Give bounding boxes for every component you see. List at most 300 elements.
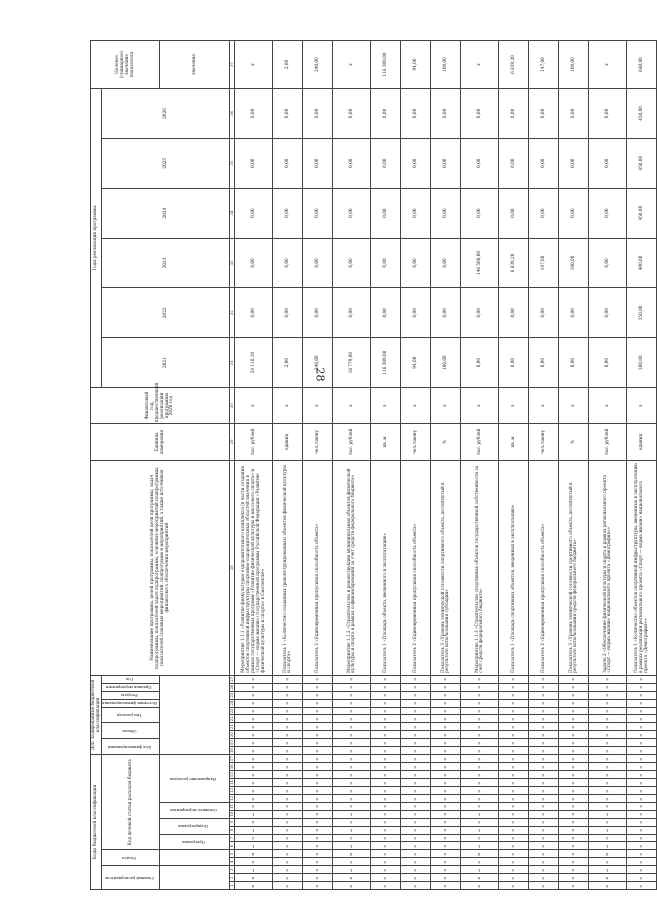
code-cell: 0 — [588, 675, 626, 683]
row-plan-value: 0,00 — [430, 188, 460, 238]
row-name: Показатель 3 «Уровень технической готовности спортивного объекта, достигнутый в результате использования субсидии» — [430, 460, 460, 675]
code-cell: 0 — [370, 715, 400, 723]
code-cell: 0 — [272, 699, 302, 707]
code-cell: 0 — [558, 779, 588, 787]
code-cell: 0 — [498, 858, 528, 866]
code-cell: 0 — [460, 715, 498, 723]
code-cell: 0 — [498, 747, 528, 755]
code-cell: 0 — [370, 675, 400, 683]
column-number: 11 — [228, 803, 234, 809]
row-final: 6 839,20 — [498, 41, 528, 89]
code-cell: 0 — [460, 707, 498, 715]
column-number: 9 — [229, 818, 234, 826]
code-cell: 0 — [626, 755, 656, 763]
row-final: х — [588, 41, 626, 89]
row-unit: % — [558, 424, 588, 460]
code-cell: 0 — [302, 699, 332, 707]
code-cell: 0 — [460, 723, 498, 731]
code-cell: 0 — [370, 779, 400, 787]
column-number: 4 — [229, 858, 234, 866]
code-cell: 0 — [588, 747, 626, 755]
code-cell: 0 — [370, 771, 400, 779]
code-cell: 6 — [234, 874, 272, 882]
code-cell: 0 — [528, 874, 558, 882]
row-plan-value: 0,00 — [400, 288, 430, 338]
code-cell: 0 — [302, 731, 332, 739]
header-subprogram: Подпрограмма — [159, 818, 229, 834]
code-cell: 0 — [302, 858, 332, 866]
code-cell: 0 — [302, 715, 332, 723]
row-plan-value: 0,00 — [460, 338, 498, 388]
code-cell: 0 — [370, 866, 400, 874]
code-cell: 0 — [558, 882, 588, 890]
code-cell: 0 — [430, 787, 460, 795]
code-cell: 0 — [460, 771, 498, 779]
code-cell: 1 — [234, 842, 272, 850]
row-plan-value: 0,00 — [498, 188, 528, 238]
code-cell: 0 — [370, 707, 400, 715]
row-plan-value: 100,00 — [558, 238, 588, 288]
row-unit: тыс. рублей — [234, 424, 272, 460]
code-cell: 0 — [626, 707, 656, 715]
code-cell: 0 — [234, 707, 272, 715]
column-number: 8 — [229, 826, 234, 834]
code-cell: 0 — [332, 683, 370, 691]
code-cell: 1 — [234, 866, 272, 874]
header-year-1: 2021 — [101, 338, 229, 388]
row-plan-value: 0,00 — [234, 238, 272, 288]
code-cell: 0 — [370, 834, 400, 842]
row-plan-value: 0,00 — [558, 88, 588, 138]
code-cell: 0 — [498, 739, 528, 747]
code-cell: 1 — [588, 810, 626, 818]
code-cell: 0 — [558, 699, 588, 707]
row-plan-value: 0,00 — [558, 138, 588, 188]
column-number: 32 — [229, 288, 234, 338]
row-name: Показатель 1 «Площадь спортивных объектов, введенных в эксплуатацию» — [498, 460, 528, 675]
code-cell: 0 — [528, 723, 558, 731]
code-cell: 0 — [400, 882, 430, 890]
code-cell: 0 — [370, 739, 400, 747]
column-number: 13 — [228, 788, 234, 793]
code-cell: 0 — [528, 739, 558, 747]
code-cell: 0 — [302, 683, 332, 691]
row-final: 640,00 — [626, 41, 656, 89]
code-cell: 0 — [400, 779, 430, 787]
code-cell: 0 — [528, 755, 558, 763]
row-plan-value: 0,00 — [498, 288, 528, 338]
row-plan-value: 0,00 — [460, 88, 498, 138]
code-cell: 0 — [558, 739, 588, 747]
header-ministry: Главный распорядитель — [101, 866, 159, 890]
code-cell: 0 — [234, 818, 272, 826]
row-name: Показатель 3 «Уровень технической готовности спортивного объекта, достигнутый в результате использования средств федерального бюджета» — [558, 460, 588, 675]
code-cell: 0 — [332, 771, 370, 779]
column-number: 34 — [229, 188, 234, 238]
code-cell: 0 — [234, 794, 272, 802]
column-number: 29 — [229, 424, 234, 460]
code-cell: 0 — [370, 826, 400, 834]
code-cell: 0 — [302, 842, 332, 850]
row-name: Показатель 1 «Количество созданных (реконструированных) объектов физической культуры и спорта» — [272, 460, 302, 675]
code-cell: 0 — [332, 675, 370, 683]
code-cell: 0 — [302, 763, 332, 771]
column-number: 5 — [229, 850, 234, 858]
code-cell: 0 — [430, 747, 460, 755]
row-plan-value: 0,00 — [558, 188, 588, 238]
code-cell: 0 — [430, 683, 460, 691]
code-cell: 0 — [370, 810, 400, 818]
code-cell: 0 — [528, 747, 558, 755]
code-cell: 0 — [430, 779, 460, 787]
code-cell: 0 — [528, 802, 558, 810]
row-plan-value: 147,00 — [528, 238, 558, 288]
header-year: Год — [101, 675, 159, 683]
row-plan-value: 94,00 — [400, 338, 430, 388]
row-plan-value: 240,00 — [302, 338, 332, 388]
row-plan-value: 0,00 — [302, 288, 332, 338]
table-row — [528, 41, 558, 890]
code-cell: 0 — [302, 802, 332, 810]
code-cell: 0 — [430, 739, 460, 747]
column-number: 16 — [228, 764, 234, 770]
code-cell: 2 — [332, 834, 370, 842]
table-row — [302, 41, 332, 890]
code-cell: 0 — [626, 794, 656, 802]
column-number: 19 — [228, 740, 234, 746]
code-cell: 0 — [460, 699, 498, 707]
row-plan-value: 0,00 — [588, 188, 626, 238]
code-cell: 0 — [430, 874, 460, 882]
header-year-3: 2023 — [101, 238, 229, 288]
code-cell: 0 — [302, 779, 332, 787]
row-plan-value: 0,00 — [234, 288, 272, 338]
row-name: Мероприятие 1.1.3 «Строительство спортивных объектов государственной собственности за счет средств федерального бюджета» — [460, 460, 498, 675]
header-section: Раздел — [101, 850, 159, 866]
code-cell: 0 — [498, 707, 528, 715]
code-cell: 1 — [588, 866, 626, 874]
code-cell: 0 — [400, 715, 430, 723]
code-cell: 2 — [588, 834, 626, 842]
code-cell: 0 — [588, 794, 626, 802]
code-cell: 8 — [332, 882, 370, 890]
code-cell: 0 — [332, 779, 370, 787]
code-cell: 0 — [626, 723, 656, 731]
table-row — [400, 41, 430, 890]
code-cell: 0 — [370, 731, 400, 739]
code-cell: 0 — [234, 858, 272, 866]
table-row — [498, 41, 528, 890]
code-cell: 0 — [370, 763, 400, 771]
row-final: 240,00 — [302, 41, 332, 89]
code-cell: 0 — [234, 755, 272, 763]
table-row — [558, 41, 588, 890]
code-cell: 0 — [370, 755, 400, 763]
row-plan-value: 2,00 — [272, 338, 302, 388]
code-cell: 0 — [272, 882, 302, 890]
code-cell: 0 — [430, 675, 460, 683]
code-cell: 0 — [558, 747, 588, 755]
code-cell: 0 — [272, 866, 302, 874]
code-cell: 0 — [370, 787, 400, 795]
code-cell: 1 — [588, 842, 626, 850]
code-cell: 1 — [332, 826, 370, 834]
code-cell: 6 — [332, 874, 370, 882]
code-cell: 0 — [234, 802, 272, 810]
header-year-6: 2026 — [101, 88, 229, 138]
code-cell: 0 — [234, 691, 272, 699]
code-cell: 0 — [588, 691, 626, 699]
code-cell: 0 — [558, 858, 588, 866]
code-cell: 0 — [558, 826, 588, 834]
code-cell: 0 — [400, 755, 430, 763]
code-cell: 0 — [588, 755, 626, 763]
row-unit: тыс. рублей — [460, 424, 498, 460]
code-cell: 0 — [528, 858, 558, 866]
column-number: 14 — [228, 780, 234, 785]
rotated-table-container — [90, 40, 648, 890]
code-cell: 0 — [400, 731, 430, 739]
code-cell: 0 — [528, 731, 558, 739]
code-cell: 0 — [430, 818, 460, 826]
code-cell: 0 — [272, 826, 302, 834]
column-number: 35 — [229, 138, 234, 188]
code-cell: 0 — [400, 810, 430, 818]
row-plan-value: 0,00 — [400, 238, 430, 288]
code-cell: 0 — [558, 850, 588, 858]
code-cell: 4 — [234, 850, 272, 858]
row-fact: х — [234, 388, 272, 424]
code-cell: 6 — [588, 874, 626, 882]
code-cell: 0 — [588, 818, 626, 826]
code-cell: 0 — [588, 707, 626, 715]
code-cell: 0 — [302, 707, 332, 715]
row-plan-value: 300,00 — [626, 338, 656, 388]
code-cell: 0 — [272, 675, 302, 683]
table-row — [234, 41, 272, 890]
column-number: 31 — [229, 338, 234, 388]
code-cell: 0 — [302, 723, 332, 731]
row-fact: х — [370, 388, 400, 424]
code-cell: 0 — [302, 882, 332, 890]
row-plan-value: 0,00 — [460, 288, 498, 338]
code-cell: 0 — [430, 850, 460, 858]
code-cell: 4 — [460, 850, 498, 858]
code-cell: 0 — [302, 818, 332, 826]
row-plan-value: 0,00 — [430, 288, 460, 338]
code-cell: 0 — [626, 842, 656, 850]
code-cell: 1 — [460, 842, 498, 850]
row-plan-value: 0,00 — [234, 188, 272, 238]
code-cell: 0 — [498, 834, 528, 842]
code-cell: 0 — [332, 755, 370, 763]
row-plan-value: 24 110,10 — [234, 338, 272, 388]
code-cell: 1 — [332, 842, 370, 850]
row-name: Мероприятие 1.1.1 «Развитие физкультурно-оздоровительного комплекса (в части создания объектов спортивной инфраструктуры спортивно-оздоровительных областей значения в рамках государственных программ «Развитие физической культуры и массового спорта» и «Спорт — норма жизни») государственной программы Российской Федерации «Развитие физической культуры и спорта» в Смоленске» — [234, 460, 272, 675]
row-fact: х — [626, 388, 656, 424]
header-year-5: 2025 — [101, 138, 229, 188]
row-plan-value: 0,00 — [332, 188, 370, 238]
code-cell: 0 — [528, 842, 558, 850]
code-cell: 0 — [528, 818, 558, 826]
code-cell: 0 — [498, 715, 528, 723]
row-plan-value: 18 779,00 — [332, 338, 370, 388]
code-cell: 4 — [332, 850, 370, 858]
code-cell: 0 — [528, 771, 558, 779]
table-row — [588, 41, 626, 890]
code-cell: 0 — [430, 707, 460, 715]
code-cell: 0 — [558, 794, 588, 802]
code-cell: 0 — [498, 763, 528, 771]
code-cell: 0 — [498, 802, 528, 810]
row-plan-value: 0,00 — [558, 338, 588, 388]
row-name: Показатель 2 «Единовременная пропускная способность объекта» — [528, 460, 558, 675]
row-fact: х — [430, 388, 460, 424]
header-year-4: 2024 — [101, 188, 229, 238]
code-cell: 0 — [430, 723, 460, 731]
header-sub-empty-3 — [159, 675, 229, 754]
row-plan-value: 0,00 — [234, 88, 272, 138]
column-number: 3 — [229, 866, 234, 874]
code-cell: 0 — [272, 739, 302, 747]
row-unit: чел./смену — [302, 424, 332, 460]
code-cell: 0 — [370, 874, 400, 882]
row-plan-value: 0,00 — [588, 338, 626, 388]
row-plan-value: 450,00 — [626, 188, 656, 238]
code-cell: 0 — [430, 882, 460, 890]
code-cell: 0 — [332, 763, 370, 771]
code-cell: 0 — [272, 810, 302, 818]
code-cell: 0 — [332, 723, 370, 731]
code-cell: 0 — [528, 779, 558, 787]
code-cell: 0 — [234, 683, 272, 691]
code-cell: 0 — [558, 787, 588, 795]
header-main-event: Основное мероприятие — [159, 802, 229, 818]
code-cell: 0 — [370, 882, 400, 890]
code-cell: 0 — [558, 755, 588, 763]
code-cell: 0 — [272, 794, 302, 802]
code-cell: 0 — [370, 723, 400, 731]
code-cell: 0 — [302, 866, 332, 874]
header-plan-group: Годы реализации программы — [91, 88, 102, 387]
code-cell: 0 — [528, 787, 558, 795]
page-number: 28 — [313, 367, 327, 382]
table-row — [332, 41, 370, 890]
row-name: Показатель 2 «Единовременная пропускная способность объекта» — [400, 460, 430, 675]
code-cell: 0 — [626, 699, 656, 707]
code-cell: 0 — [588, 739, 626, 747]
code-cell: 0 — [626, 683, 656, 691]
code-cell: 0 — [558, 731, 588, 739]
header-direction: Направление расходов — [159, 755, 229, 803]
column-number: 22 — [228, 716, 234, 722]
row-name: Показатель 2 «Единовременная пропускная способность объекта» — [302, 460, 332, 675]
row-plan-value: 400,00 — [626, 238, 656, 288]
code-cell: 0 — [302, 675, 332, 683]
code-cell: 0 — [498, 866, 528, 874]
code-cell: 1 — [460, 810, 498, 818]
code-cell: 0 — [588, 723, 626, 731]
code-cell: 0 — [272, 771, 302, 779]
code-cell: 0 — [558, 866, 588, 874]
code-cell: 0 — [430, 826, 460, 834]
code-cell: 0 — [626, 731, 656, 739]
code-cell: 0 — [234, 763, 272, 771]
code-cell: 0 — [626, 882, 656, 890]
code-cell: 0 — [498, 675, 528, 683]
code-cell: 0 — [498, 810, 528, 818]
row-fact: х — [460, 388, 498, 424]
row-unit: кв. м — [498, 424, 528, 460]
code-cell: 0 — [626, 850, 656, 858]
row-plan-value: 0,00 — [370, 288, 400, 338]
code-cell: 0 — [302, 771, 332, 779]
code-cell: 0 — [498, 779, 528, 787]
column-number: 2 — [229, 874, 234, 882]
code-cell: 0 — [460, 755, 498, 763]
code-cell: 0 — [626, 866, 656, 874]
code-cell: 0 — [626, 691, 656, 699]
row-fact: х — [498, 388, 528, 424]
code-cell: 0 — [430, 866, 460, 874]
row-plan-value: 0,00 — [430, 238, 460, 288]
code-cell: 0 — [528, 715, 558, 723]
code-cell: 0 — [588, 683, 626, 691]
code-cell: 0 — [370, 699, 400, 707]
row-plan-value: 0,00 — [272, 288, 302, 338]
code-cell: 0 — [498, 826, 528, 834]
row-plan-value: 0,00 — [272, 138, 302, 188]
code-cell: 0 — [332, 699, 370, 707]
code-cell: 0 — [400, 723, 430, 731]
code-cell: 0 — [302, 850, 332, 858]
header-sub-empty-1 — [159, 866, 229, 890]
code-cell: 0 — [430, 858, 460, 866]
code-cell: 0 — [498, 882, 528, 890]
code-cell: 0 — [400, 683, 430, 691]
header-exp: Тип расхода — [101, 707, 159, 723]
code-cell: 8 — [588, 882, 626, 890]
code-cell: 2 — [460, 834, 498, 842]
row-unit: % — [430, 424, 460, 460]
code-cell: 0 — [588, 763, 626, 771]
code-cell: 0 — [234, 723, 272, 731]
code-cell: 0 — [626, 810, 656, 818]
code-cell: 0 — [558, 874, 588, 882]
code-cell: 0 — [272, 818, 302, 826]
row-plan-value: 0,00 — [400, 138, 430, 188]
row-plan-value: 0,00 — [498, 138, 528, 188]
row-plan-value: 0,00 — [370, 88, 400, 138]
code-cell: 0 — [626, 747, 656, 755]
header-sign: Признак мероприятия — [101, 683, 159, 691]
code-cell: 0 — [558, 723, 588, 731]
row-unit: единиц — [626, 424, 656, 460]
code-cell: 1 — [460, 826, 498, 834]
code-cell: 0 — [528, 850, 558, 858]
code-cell: 0 — [528, 882, 558, 890]
table-row — [460, 41, 498, 890]
code-cell: 0 — [332, 747, 370, 755]
code-cell: 4 — [588, 850, 626, 858]
code-cell: 0 — [588, 771, 626, 779]
column-number: 26 — [228, 684, 234, 690]
row-plan-value: 0,00 — [302, 238, 332, 288]
row-plan-value: 0,00 — [460, 188, 498, 238]
code-cell: 0 — [626, 826, 656, 834]
code-cell: 0 — [272, 834, 302, 842]
header-src: Источник финансирования — [101, 699, 159, 707]
